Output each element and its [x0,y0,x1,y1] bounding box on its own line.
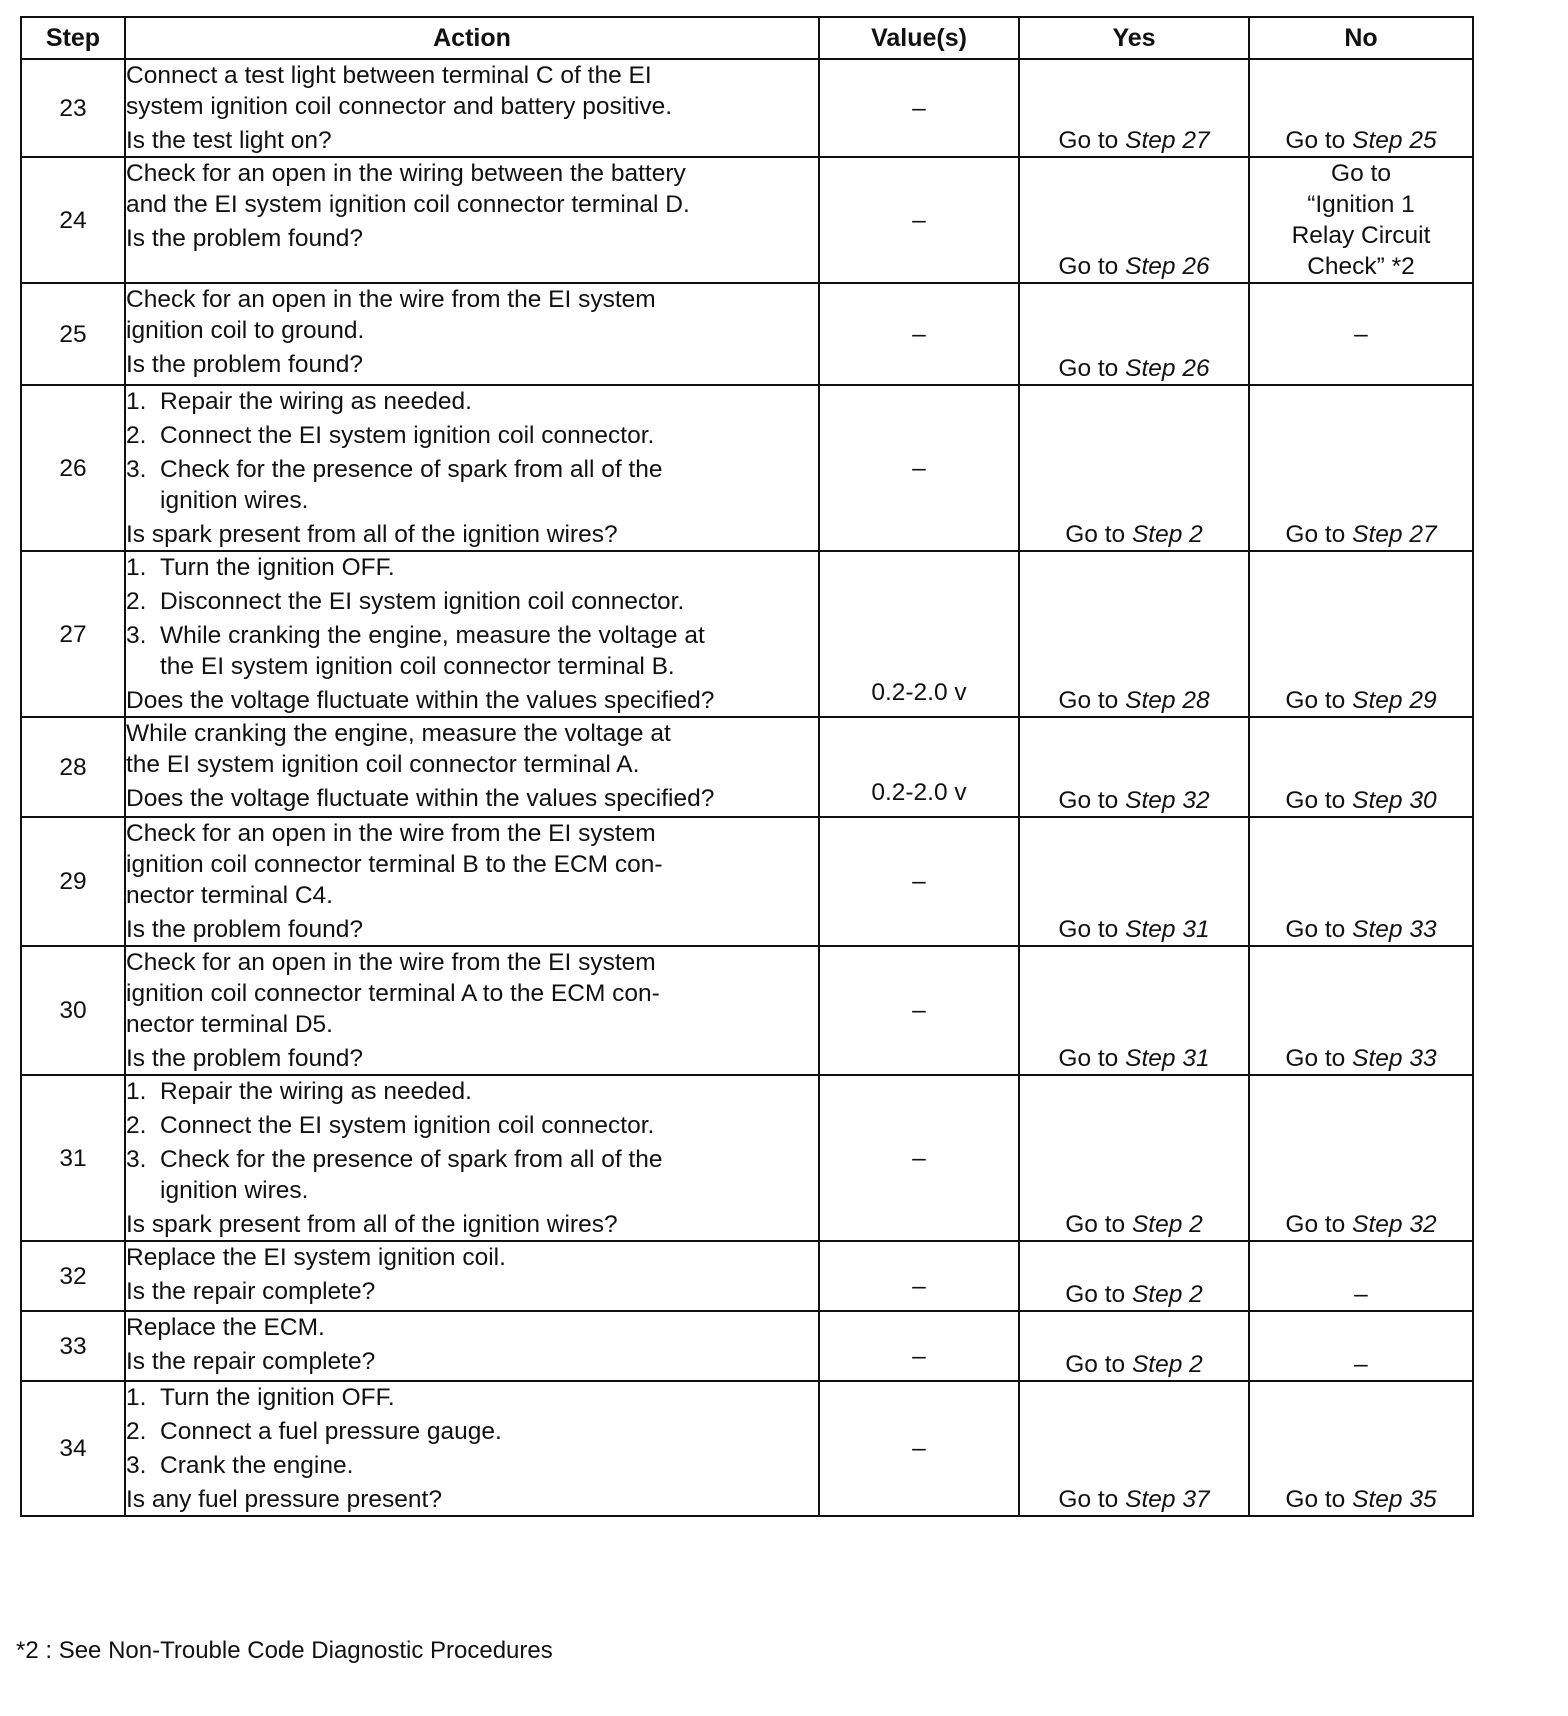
action-text: Check for an open in the wire from the EI system [126,286,656,313]
yes-goto-label: Go to [1058,127,1119,154]
action-step-number: 2. [126,1418,147,1445]
yes-step-ref: Step 2 [1131,1211,1203,1238]
table-row [21,717,1473,817]
yes-cell [1019,59,1249,157]
no-goto-label: Go to [1285,1486,1346,1513]
action-step-item [126,1144,818,1206]
yes-step-ref: Step 2 [1131,521,1203,548]
no-cell: – [1249,1311,1473,1381]
action-step-text: the EI system ignition coil connector terminal B. [160,653,675,680]
no-step-ref: Step 33 [1352,1045,1437,1072]
value-cell: – [819,157,1019,283]
table-row [21,1241,1473,1311]
action-step-text: Repair the wiring as needed. [160,388,472,415]
action-step-item [126,1416,818,1447]
value-cell: – [819,385,1019,551]
action-step-number: 3. [126,622,147,649]
value-cell: – [819,817,1019,946]
no-cell [1249,59,1473,157]
value-cell: 0.2-2.0 v [819,717,1019,817]
action-cell [125,1311,819,1381]
no-cell [1249,385,1473,551]
table-row [21,59,1473,157]
action-step-number: 1. [126,1078,147,1105]
action-cell [125,946,819,1075]
action-step-number: 3. [126,456,147,483]
action-step-item [126,620,818,682]
header-values: Value(s) [819,17,1019,59]
action-text: Check for an open in the wire from the EI system [126,949,656,976]
action-question: Is the problem found? [126,916,363,943]
action-question: Does the voltage fluctuate within the values specified? [126,785,715,812]
action-step-number: 1. [126,1384,147,1411]
action-question: Is the test light on? [126,127,332,154]
action-step-text: ignition wires. [160,1177,309,1204]
action-text: Replace the EI system ignition coil. [126,1244,506,1271]
step-number: 29 [21,817,125,946]
header-yes: Yes [1019,17,1249,59]
table-row [21,1075,1473,1241]
action-step-text: Check for the presence of spark from all of the [160,1146,663,1173]
yes-cell [1019,1075,1249,1241]
yes-cell [1019,385,1249,551]
no-goto-label: Go to [1285,521,1346,548]
no-step-ref: Step 33 [1352,916,1437,943]
action-step-number: 2. [126,588,147,615]
table-row [21,817,1473,946]
yes-step-ref: Step 2 [1131,1351,1203,1378]
table-row [21,385,1473,551]
action-cell [125,1241,819,1311]
action-step-number: 1. [126,388,147,415]
action-text: ignition coil connector terminal A to the ECM con- [126,980,660,1007]
action-step-number: 2. [126,1112,147,1139]
yes-goto-label: Go to [1058,787,1119,814]
action-step-text: Crank the engine. [160,1452,354,1479]
yes-step-ref: Step 28 [1125,687,1210,714]
yes-step-ref: Step 31 [1125,916,1210,943]
step-number: 24 [21,157,125,283]
action-step-text: Disconnect the EI system ignition coil connector. [160,588,685,615]
no-cell: – [1249,1241,1473,1311]
action-question: Is spark present from all of the ignition wires? [126,521,618,548]
action-step-text: Connect the EI system ignition coil connector. [160,1112,655,1139]
action-text: Check for an open in the wiring between the battery [126,160,686,187]
no-goto-label: Go to [1285,687,1346,714]
value-cell: – [819,1381,1019,1516]
yes-step-ref: Step 2 [1131,1281,1203,1308]
value-cell: 0.2-2.0 v [819,551,1019,717]
action-step-text: Check for the presence of spark from all of the [160,456,663,483]
action-steps-list [126,386,818,516]
action-text: Check for an open in the wire from the EI system [126,820,656,847]
action-text: nector terminal D5. [126,1011,333,1038]
action-step-item [126,1382,818,1413]
yes-step-ref: Step 32 [1125,787,1210,814]
action-step-item [126,586,818,617]
value-cell: – [819,283,1019,385]
value-cell: – [819,1311,1019,1381]
no-step-ref: Step 29 [1352,687,1437,714]
no-step-ref: Step 30 [1352,787,1437,814]
no-cell [1249,717,1473,817]
action-step-item [126,420,818,451]
no-text-line: Check” *2 [1307,253,1415,280]
action-cell [125,59,819,157]
yes-goto-label: Go to [1065,1211,1126,1238]
action-question: Is the problem found? [126,1045,363,1072]
action-step-text: Repair the wiring as needed. [160,1078,472,1105]
action-cell [125,817,819,946]
action-question: Is the problem found? [126,225,363,252]
yes-cell [1019,157,1249,283]
action-step-item [126,1110,818,1141]
no-step-ref: Step 35 [1352,1486,1437,1513]
yes-cell [1019,1311,1249,1381]
step-number: 23 [21,59,125,157]
table-row [21,283,1473,385]
no-step-ref: Step 27 [1352,521,1437,548]
no-cell [1249,946,1473,1075]
no-goto-label: Go to [1285,1211,1346,1238]
action-question: Is the problem found? [126,351,363,378]
action-cell [125,551,819,717]
table-row [21,551,1473,717]
yes-cell [1019,551,1249,717]
action-question: Does the voltage fluctuate within the values specified? [126,687,715,714]
value-cell: – [819,59,1019,157]
step-number: 34 [21,1381,125,1516]
yes-goto-label: Go to [1058,355,1119,382]
table-header-row [21,17,1473,59]
step-number: 33 [21,1311,125,1381]
action-text: system ignition coil connector and battery positive. [126,93,673,120]
table-row [21,946,1473,1075]
action-question: Is the repair complete? [126,1278,376,1305]
value-cell: – [819,946,1019,1075]
step-number: 28 [21,717,125,817]
no-goto-label: Go to [1285,127,1346,154]
action-text: and the EI system ignition coil connector terminal D. [126,191,690,218]
action-cell [125,283,819,385]
yes-step-ref: Step 26 [1125,355,1210,382]
yes-cell [1019,1381,1249,1516]
action-step-text: Turn the ignition OFF. [160,1384,395,1411]
no-cell: – [1249,283,1473,385]
yes-goto-label: Go to [1058,253,1119,280]
no-text-line: Relay Circuit [1291,222,1431,249]
action-cell [125,157,819,283]
action-step-text: While cranking the engine, measure the voltage at [160,622,705,649]
action-cell [125,1075,819,1241]
no-text-line: Go to [1331,160,1391,187]
step-number: 31 [21,1075,125,1241]
action-step-item [126,386,818,417]
yes-goto-label: Go to [1058,1045,1119,1072]
action-text: the EI system ignition coil connector terminal A. [126,751,640,778]
no-goto-label: Go to [1285,916,1346,943]
yes-goto-label: Go to [1058,687,1119,714]
action-cell [125,1381,819,1516]
action-text: Replace the ECM. [126,1314,325,1341]
table-row [21,1381,1473,1516]
no-cell [1249,551,1473,717]
action-step-text: Connect the EI system ignition coil connector. [160,422,655,449]
yes-step-ref: Step 27 [1125,127,1210,154]
no-cell [1249,1381,1473,1516]
yes-step-ref: Step 31 [1125,1045,1210,1072]
yes-cell [1019,1241,1249,1311]
action-steps-list [126,1382,818,1481]
step-number: 26 [21,385,125,551]
value-cell: – [819,1241,1019,1311]
yes-goto-label: Go to [1058,916,1119,943]
table-row [21,1311,1473,1381]
action-step-number: 2. [126,422,147,449]
yes-goto-label: Go to [1065,521,1126,548]
yes-cell [1019,946,1249,1075]
yes-step-ref: Step 26 [1125,253,1210,280]
table-body [21,59,1473,1516]
header-no: No [1249,17,1473,59]
action-text: nector terminal C4. [126,882,333,909]
header-step: Step [21,17,125,59]
action-step-number: 1. [126,554,147,581]
no-goto-label: Go to [1285,1045,1346,1072]
table-row [21,157,1473,283]
action-step-number: 3. [126,1452,147,1479]
action-step-item [126,1076,818,1107]
action-step-number: 3. [126,1146,147,1173]
no-cell [1249,817,1473,946]
yes-goto-label: Go to [1065,1281,1126,1308]
yes-cell [1019,817,1249,946]
no-goto-label: Go to [1285,787,1346,814]
no-cell [1249,157,1473,283]
action-step-text: Connect a fuel pressure gauge. [160,1418,502,1445]
action-step-text: ignition wires. [160,487,309,514]
yes-goto-label: Go to [1065,1351,1126,1378]
no-step-ref: Step 25 [1352,127,1437,154]
action-step-item [126,552,818,583]
action-text: While cranking the engine, measure the voltage at [126,720,671,747]
yes-goto-label: Go to [1058,1486,1119,1513]
no-text-line: “Ignition 1 [1307,191,1415,218]
footnote: *2 : See Non-Trouble Code Diagnostic Procedures [16,1637,553,1664]
yes-cell [1019,283,1249,385]
action-cell [125,717,819,817]
no-cell [1249,1075,1473,1241]
step-number: 30 [21,946,125,1075]
action-text: Connect a test light between terminal C of the EI [126,62,652,89]
yes-cell [1019,717,1249,817]
action-step-text: Turn the ignition OFF. [160,554,395,581]
action-steps-list [126,1076,818,1206]
action-question: Is spark present from all of the ignition wires? [126,1211,618,1238]
step-number: 27 [21,551,125,717]
yes-step-ref: Step 37 [1125,1486,1210,1513]
no-step-ref: Step 32 [1352,1211,1437,1238]
action-cell [125,385,819,551]
action-step-item [126,1450,818,1481]
action-step-item [126,454,818,516]
step-number: 32 [21,1241,125,1311]
header-action: Action [125,17,819,59]
action-text: ignition coil connector terminal B to the ECM con- [126,851,663,878]
action-text: ignition coil to ground. [126,317,365,344]
action-steps-list [126,552,818,682]
action-question: Is any fuel pressure present? [126,1486,442,1513]
step-number: 25 [21,283,125,385]
action-question: Is the repair complete? [126,1348,376,1375]
diagnostic-table [20,16,1474,1517]
value-cell: – [819,1075,1019,1241]
